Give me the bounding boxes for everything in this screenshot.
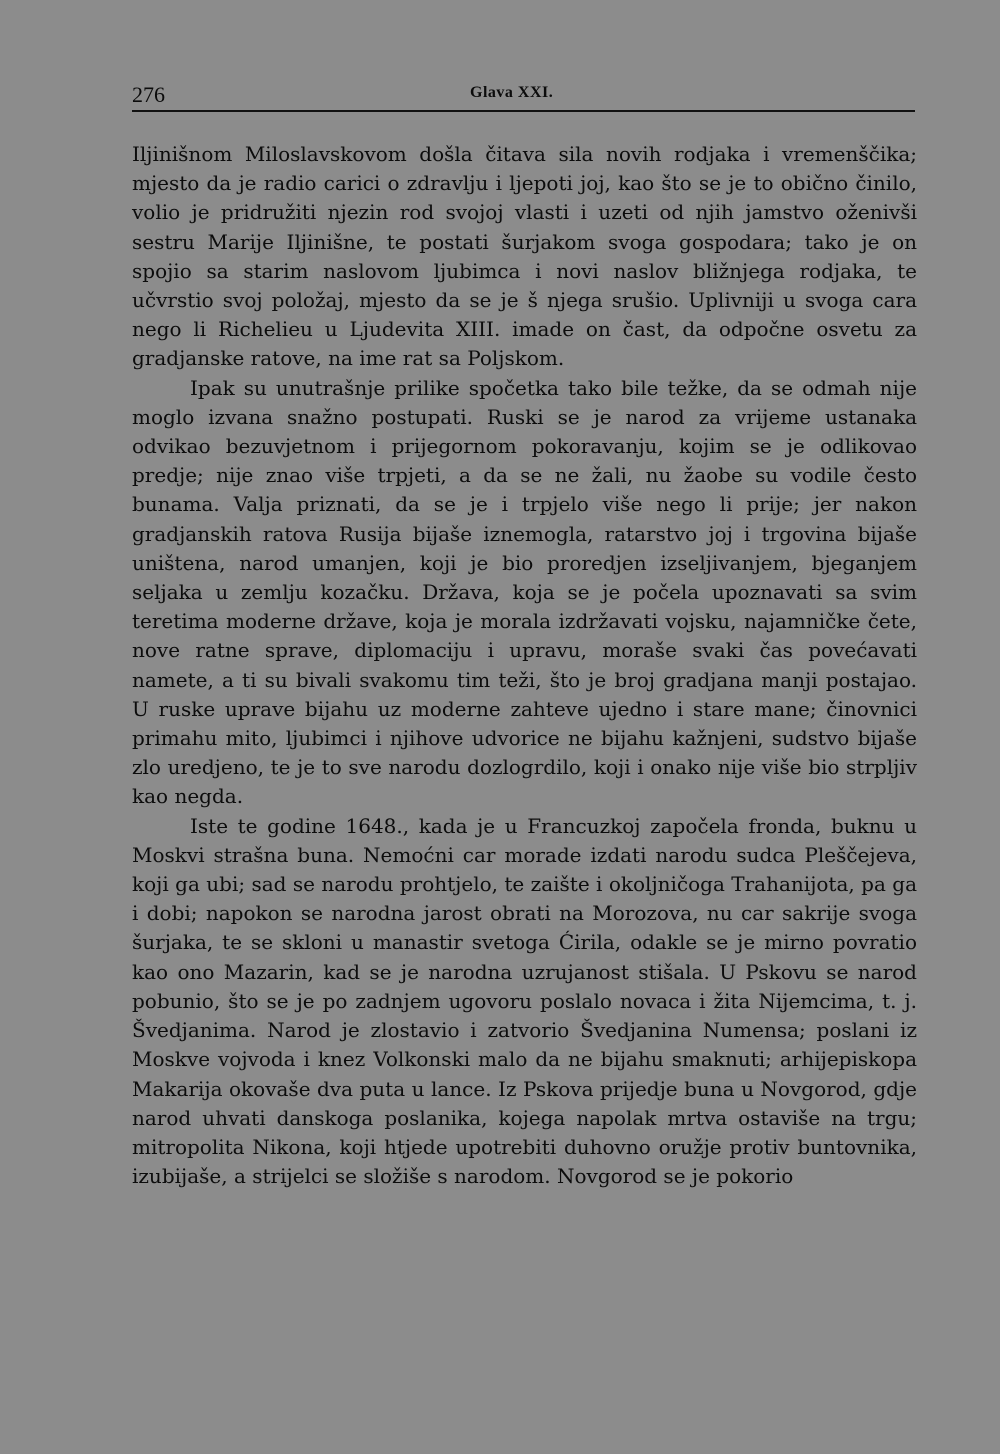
paragraph-3: Iste te godine 1648., kada je u Francuzkoj započela fronda, buknu u Moskvi strašna buna. Nemoćni car morade izdati narodu sudca Pleščejeva, koji ga ubi; sad se narodu prohtjelo, te zaište i okoljničoga Trahanijota, pa ga i dobi; napokon se narodna jarost obrati na Morozova, nu car sakrije svoga šurjaka, te se skloni u manastir svetoga Ćirila, odakle se je mirno povratio kao ono Mazarin, kad se je narodna uzrujanost stišala. U Pskovu se narod pobunio, što se je po zadnjem ugovoru poslalo novaca i žita Nijemcima, t. j. Švedjanima. Narod je zlostavio i zatvorio Švedjanina Numensa; poslani iz Moskve vojvoda i knez Volkonski malo da ne bijahu smaknuti; arhijepiskopa Makarija okovaše dva puta u lance. Iz Pskova prijedje buna u Novgorod, gdje narod uhvati danskoga poslanika, kojega napolak mrtva ostaviše na trgu; mitropolita Nikona, koji htjede upotrebiti duhovno oružje protiv buntovnika, izubijaše, a strijelci se složiše s narodom. Novgorod se je pokorio bbox=[132, 813, 917, 1189]
chapter-heading: Glava XXI. bbox=[470, 84, 554, 101]
body-text bbox=[132, 140, 917, 1191]
paragraph-2: Ipak su unutrašnje prilike spočetka tako bile težke, da se odmah nije moglo izvana snažno postupati. Ruski se je narod za vrijeme ustanaka odvikao bezuvjetnom i prijegornom pokoravanju, kojim se je odlikovao predje; nije znao više trpjeti, a da se ne žali, nu žaobe su vodile često bunama. Valja priznati, da se je i trpjelo više nego li prije; jer nakon gradjanskih ratova Rusija bijaše iznemogla, ratarstvo joj i trgovina bijaše uništena, narod umanjen, koji je bio proredjen izseljivanjem, bjeganjem seljaka u zemlju kozačku. Država, koja se je počela upoznavati sa svim teretima moderne države, koja je morala izdržavati vojsku, najamničke čete, nove ratne sprave, diplomaciju i upravu, moraše svaki čas povećavati namete, a ti su bivali svakomu tim teži, što je broj gradjana manji postajao. U ruske uprave bijahu uz moderne zahteve ujedno i stare mane; činovnici primahu mito, ljubimci i njihove udvorice ne bijahu kažnjeni, sudstvo bijaše zlo uredjeno, te je to sve narodu dozlogrdilo, koji i onako nije više bio strpljiv kao negda. bbox=[132, 375, 917, 809]
page-header bbox=[132, 82, 915, 112]
page-number: 276 bbox=[132, 82, 165, 107]
paragraph-1: Iljinišnom Miloslavskovom došla čitava sila novih rodjaka i vremenščika; mjesto da je radio carici o zdravlju i ljepoti joj, kao što se je to obično činilo, volio je pridružiti njezin rod svojoj vlasti i uzeti od njih jamstvo oženivši sestru Marije Iljinišne, te postati šurjakom svoga gospodara; tako je on spojio sa starim naslovom ljubimca i novi naslov bližnjega rodjaka, te učvrstio svoj položaj, mjesto da se je š njega srušio. Uplivniji u svoga cara nego li Richelieu u Ljudevita XIII. imade on čast, da odpočne osvetu za gradjanske ratove, na ime rat sa Poljskom. bbox=[132, 142, 917, 371]
header-rule bbox=[132, 110, 915, 112]
